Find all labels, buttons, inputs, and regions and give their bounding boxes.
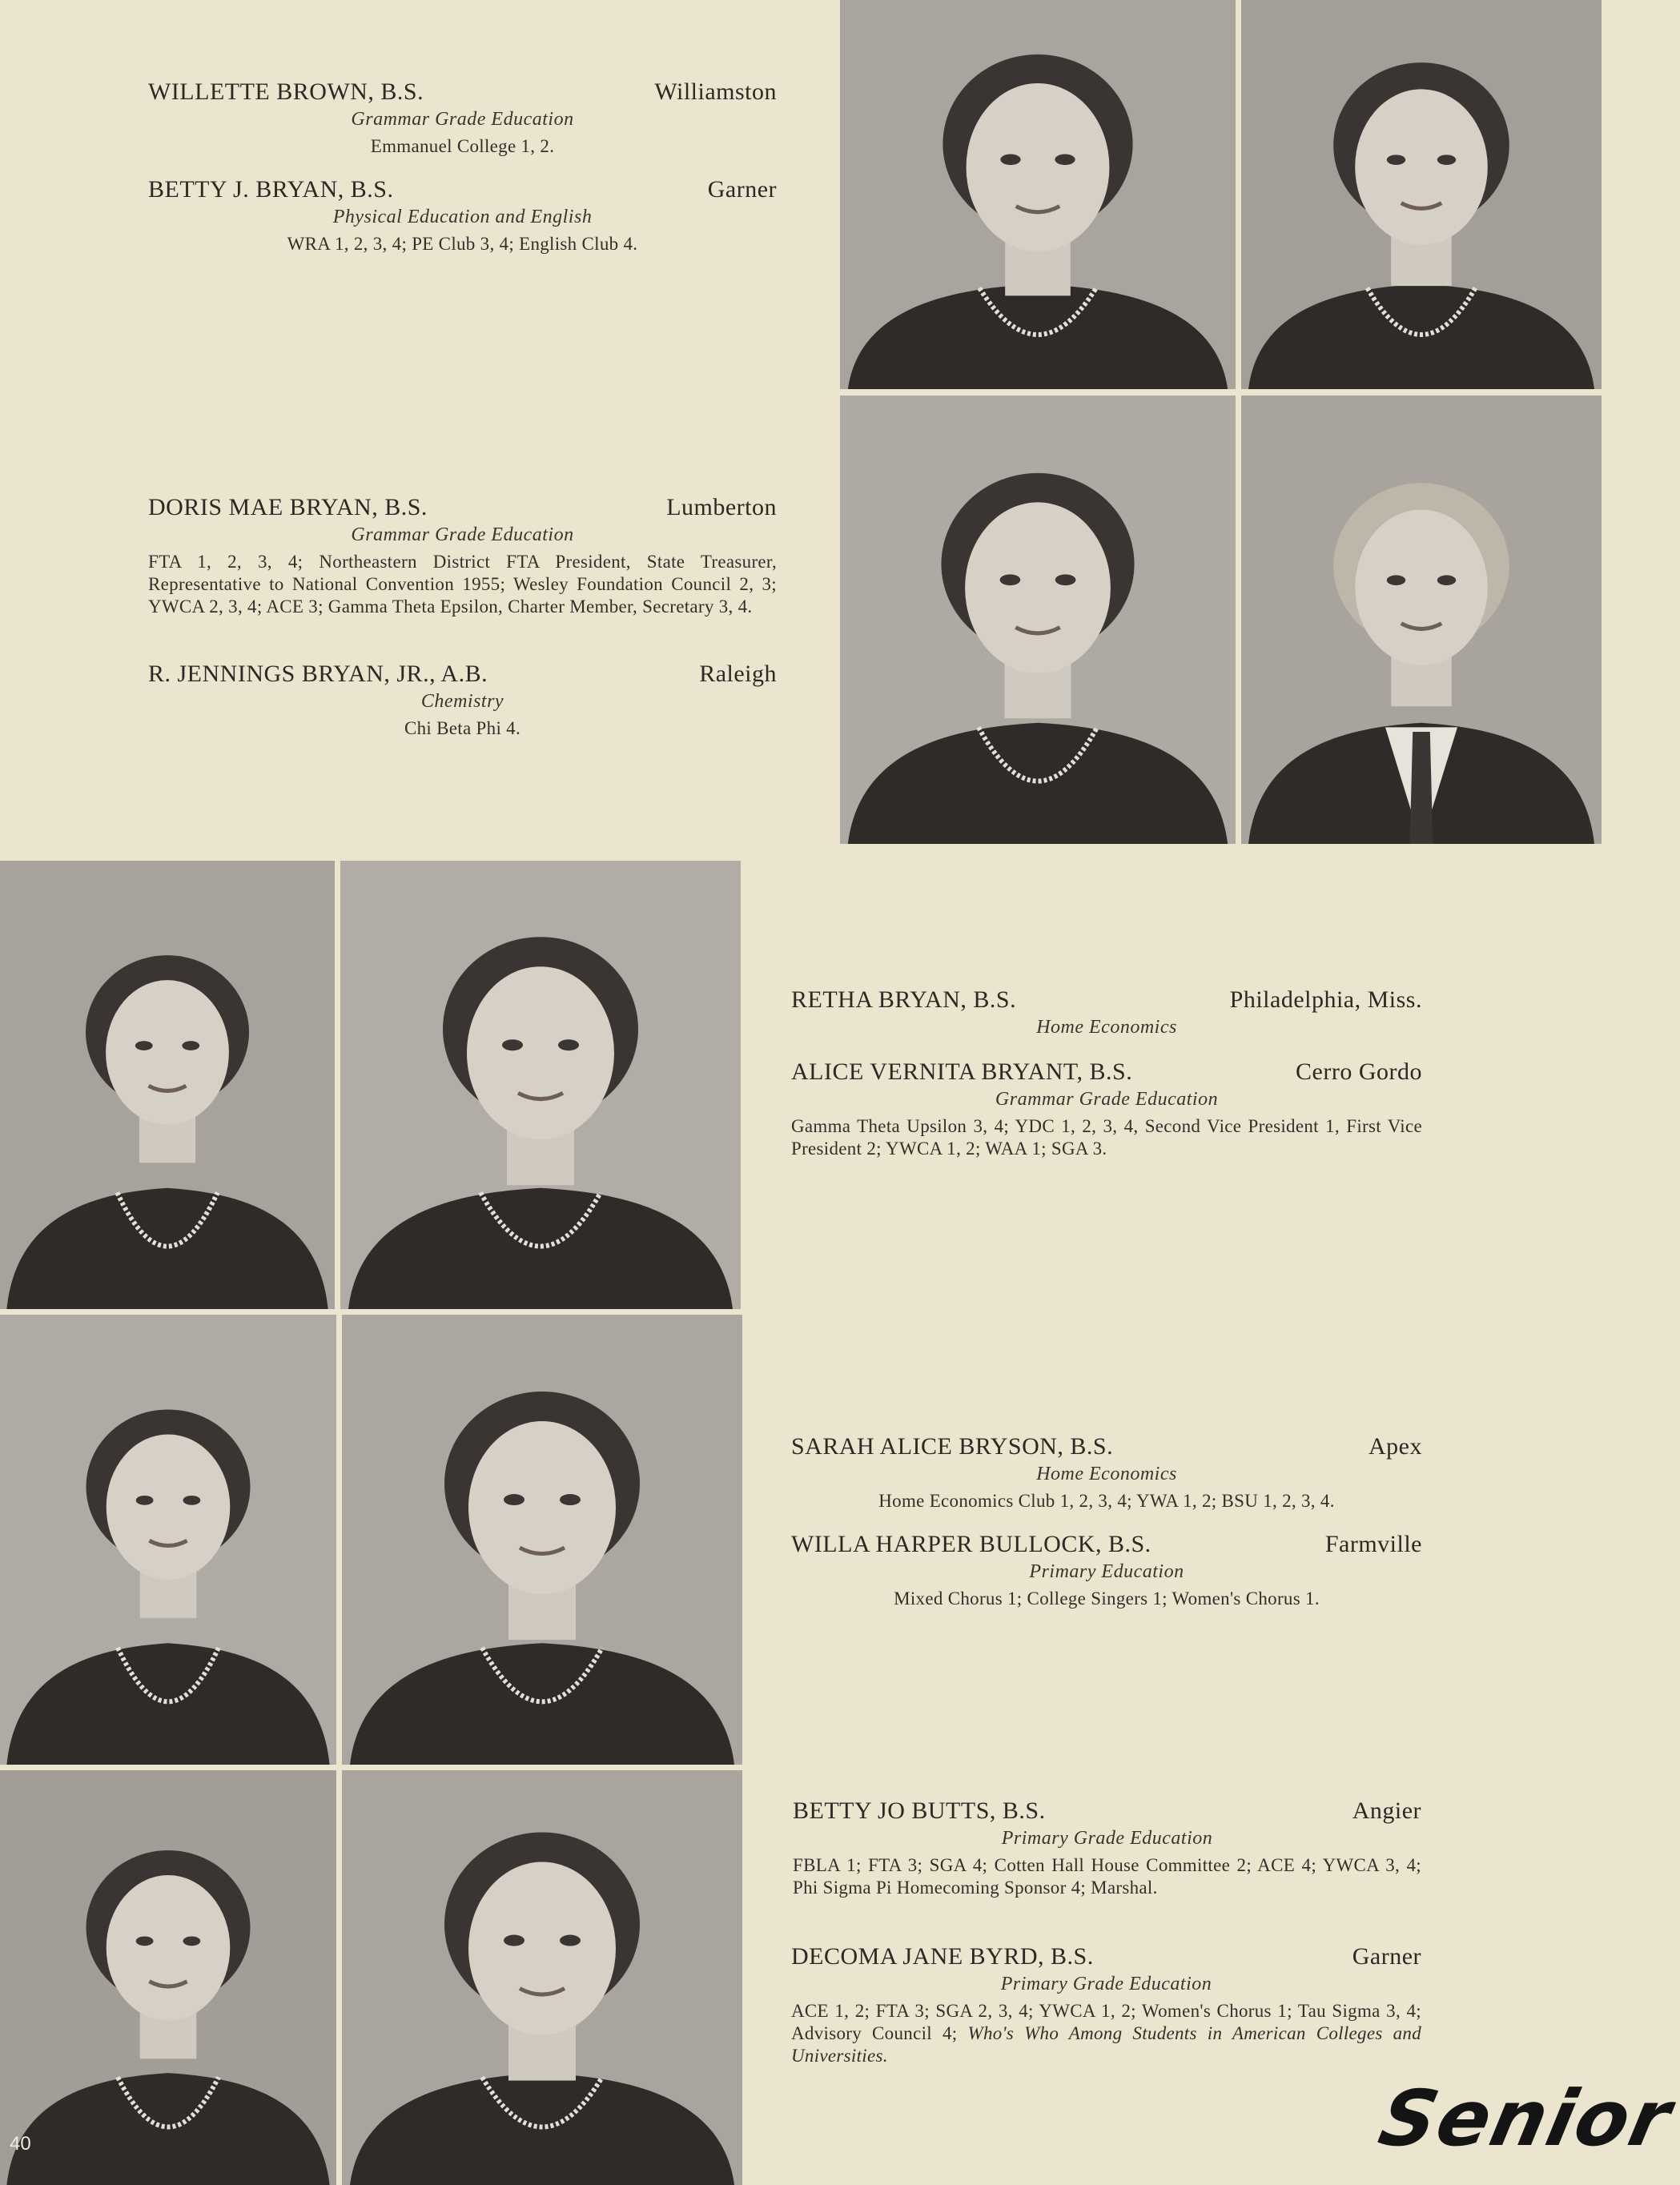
activities-italic: Who's Who Among Students in American Colleges and Universities. [791,2023,1422,2066]
student-hometown: Angier [1352,1797,1421,1824]
student-activities: Home Economics Club 1, 2, 3, 4; YWA 1, 2; BSU 1, 2, 3, 4. [878,1491,1335,1511]
student-hometown: Philadelphia, Miss. [1229,986,1422,1013]
portrait-retha-bryan [0,861,335,1309]
student-hometown: Farmville [1324,1531,1422,1557]
section-title: Senior [1372,2074,1680,2163]
page-number: 40 [10,2133,31,2155]
student-major: Home Economics [1036,1464,1177,1484]
student-major: Grammar Grade Education [351,109,574,130]
student-major: Grammar Grade Education [351,524,574,545]
portrait-silhouette [1241,0,1602,389]
portrait-decoma-jane-byrd [342,1770,742,2185]
student-hometown: Raleigh [699,661,777,687]
student-name: DECOMA JANE BYRD, B.S. [791,1943,1094,1970]
entry-r-jennings-bryan [148,661,777,740]
portrait-sarah-alice-bryson [0,1315,336,1765]
portrait-r-jennings-bryan [1241,396,1602,844]
student-hometown: Cerro Gordo [1296,1058,1422,1085]
student-activities: Chi Beta Phi 4. [404,718,521,738]
entry-willa-harper-bullock [791,1531,1422,1610]
student-activities: Emmanuel College 1, 2. [370,136,555,156]
student-activities: WRA 1, 2, 3, 4; PE Club 3, 4; English Club 4. [287,234,638,254]
entry-decoma-jane-byrd [791,1943,1421,2067]
portrait-silhouette [840,0,1236,389]
student-major: Home Economics [1036,1017,1177,1038]
student-activities: Mixed Chorus 1; College Singers 1; Women's Chorus 1. [894,1589,1320,1609]
entry-sarah-alice-bryson [791,1433,1422,1512]
entry-retha-bryan [791,986,1422,1038]
student-activities [791,2000,1421,2067]
portrait-silhouette [0,1315,336,1765]
student-name: DORIS MAE BRYAN, B.S. [148,494,428,520]
portrait-silhouette [342,1315,742,1765]
student-name: ALICE VERNITA BRYANT, B.S. [791,1058,1133,1085]
student-name: SARAH ALICE BRYSON, B.S. [791,1433,1114,1460]
entry-alice-vernita-bryant [791,1058,1422,1160]
student-major: Physical Education and English [332,207,593,227]
student-name: R. JENNINGS BRYAN, JR., A.B. [148,661,488,687]
student-hometown: Williamston [654,78,777,105]
student-name: WILLA HARPER BULLOCK, B.S. [791,1531,1151,1557]
student-major: Primary Grade Education [1000,1974,1212,1994]
entry-betty-jo-butts [793,1797,1421,1899]
portrait-alice-vernita-bryant [340,861,741,1309]
student-hometown: Lumberton [666,494,777,520]
student-hometown: Garner [1352,1943,1421,1970]
entry-doris-mae-bryan [148,494,777,618]
portrait-silhouette [840,396,1236,844]
portrait-silhouette [0,1770,336,2185]
student-name: WILLETTE BROWN, B.S. [148,78,424,105]
student-activities: FTA 1, 2, 3, 4; Northeastern District FTA President, State Treasurer, Representative to National Convention 1955; Wesley Foundation Council 2, 3; YWCA 2, 3, 4; ACE 3; Gamma Theta Epsilon, Charter Member, Secretary 3, 4. [148,552,777,617]
student-activities: Gamma Theta Upsilon 3, 4; YDC 1, 2, 3, 4, Second Vice President 1, First Vice President 2; YWCA 1, 2; WAA 1; SGA 3. [791,1116,1422,1159]
portrait-silhouette [340,861,741,1309]
portrait-willette-brown [840,0,1236,389]
entry-betty-j-bryan [148,176,777,255]
student-name: BETTY J. BRYAN, B.S. [148,176,394,203]
portrait-doris-mae-bryan [840,396,1236,844]
student-activities: FBLA 1; FTA 3; SGA 4; Cotten Hall House Committee 2; ACE 4; YWCA 3, 4; Phi Sigma Pi Homecoming Sponsor 4; Marshal. [793,1855,1421,1898]
student-hometown: Garner [707,176,777,203]
portrait-betty-jo-butts [0,1770,336,2185]
student-major: Primary Education [1029,1561,1184,1582]
portrait-betty-j-bryan [1241,0,1602,389]
portrait-silhouette [1241,396,1602,844]
portrait-silhouette [342,1770,742,2185]
entry-willette-brown [148,78,777,158]
portrait-willa-harper-bullock [342,1315,742,1765]
student-major: Chemistry [420,691,504,712]
student-name: RETHA BRYAN, B.S. [791,986,1017,1013]
student-major: Primary Grade Education [1001,1828,1213,1849]
activities-text: ACE 1, 2; FTA 3; SGA 2, 3, 4; YWCA 1, 2; Women's Chorus 1; Tau Sigma 3, 4; Advisory Council 4; [791,2001,1421,2043]
student-hometown: Apex [1369,1433,1422,1460]
student-major: Grammar Grade Education [995,1089,1219,1110]
portrait-silhouette [0,861,335,1309]
student-name: BETTY JO BUTTS, B.S. [793,1797,1046,1824]
